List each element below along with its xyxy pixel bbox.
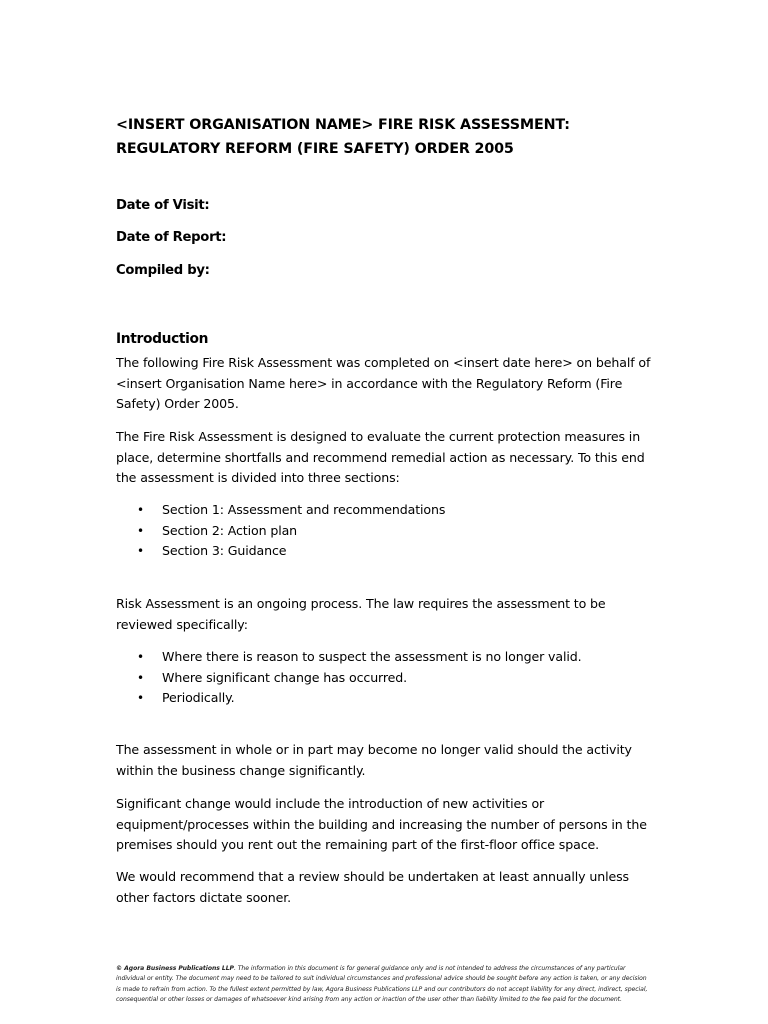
bullet-icon: • [137,523,144,538]
list-item-text: Section 2: Action plan [162,522,298,538]
intro-paragraph-1: The following Fire Risk Assessment was completed on <insert date here> on behalf of <insert Organisation Name here> in accordance with the Regulatory Reform (Fire Safety) Order 2005. [116,355,651,411]
disclaimer-text: . The information in this document is for general guidance only and is not intended to address the circumstances of any particular individual or entity. The document may need to be tailored to suit individual circumstances and professional advice should be sought before any action is taken, or any decision is made to refrain from action. To the fullest extent permitted by law, Agora Business Publications LLP and our contributors do not accept liability for any direct, indirect, special, consequential or other losses or damages of whatsoever kind arising from any action or inaction of the user other than liability limited to the fee paid for the document. [116,965,648,1003]
list-item-text: Section 1: Assessment and recommendations [162,502,446,517]
document-title: <INSERT ORGANISATION NAME> FIRE RISK ASSESSMENT: REGULATORY REFORM (FIRE SAFETY) ORDER 2005 [116,117,570,157]
copyright-text: © Agora Business Publications LLP [116,965,234,972]
copyright-disclaimer [116,964,648,1005]
list-item [116,688,582,709]
intro-paragraph-4: The assessment in whole or in part may become no longer valid should the activity within the business change significantly. [116,742,632,778]
intro-paragraph-3: Risk Assessment is an ongoing process. The law requires the assessment to be reviewed specifically: [116,596,606,632]
list-item-text: Periodically. [162,690,235,705]
sections-list [116,500,445,562]
bullet-icon: • [137,503,144,517]
compiled-by-label: Compiled by: [116,263,210,278]
bullet-icon: • [137,544,144,558]
document-page [116,0,651,1024]
bullet-icon: • [137,670,144,685]
list-item [116,668,582,689]
bullet-icon: • [137,650,144,664]
review-conditions-list [116,647,582,709]
date-of-report-label: Date of Report: [116,230,227,245]
introduction-heading: Introduction [116,331,209,347]
intro-paragraph-5: Significant change would include the introduction of new activities or equipment/processes within the building and increasing the number of persons in the premises should you rent out the remaining part of the first-floor office space. [116,796,647,852]
intro-paragraph-2: The Fire Risk Assessment is designed to evaluate the current protection measures in place, determine shortfalls and recommend remedial action as necessary. To this end the assessment is divided into three sections: [116,429,645,485]
list-item-text: Section 3: Guidance [162,543,287,558]
list-item [116,500,445,521]
date-of-visit-label: Date of Visit: [116,198,210,213]
intro-paragraph-6: We would recommend that a review should be undertaken at least annually unless other factors dictate sooner. [116,869,629,905]
list-item [116,541,445,562]
bullet-icon: • [137,691,144,705]
list-item [116,647,582,668]
list-item-text: Where there is reason to suspect the assessment is no longer valid. [162,649,582,664]
list-item [116,521,445,542]
list-item-text: Where significant change has occurred. [162,669,408,685]
